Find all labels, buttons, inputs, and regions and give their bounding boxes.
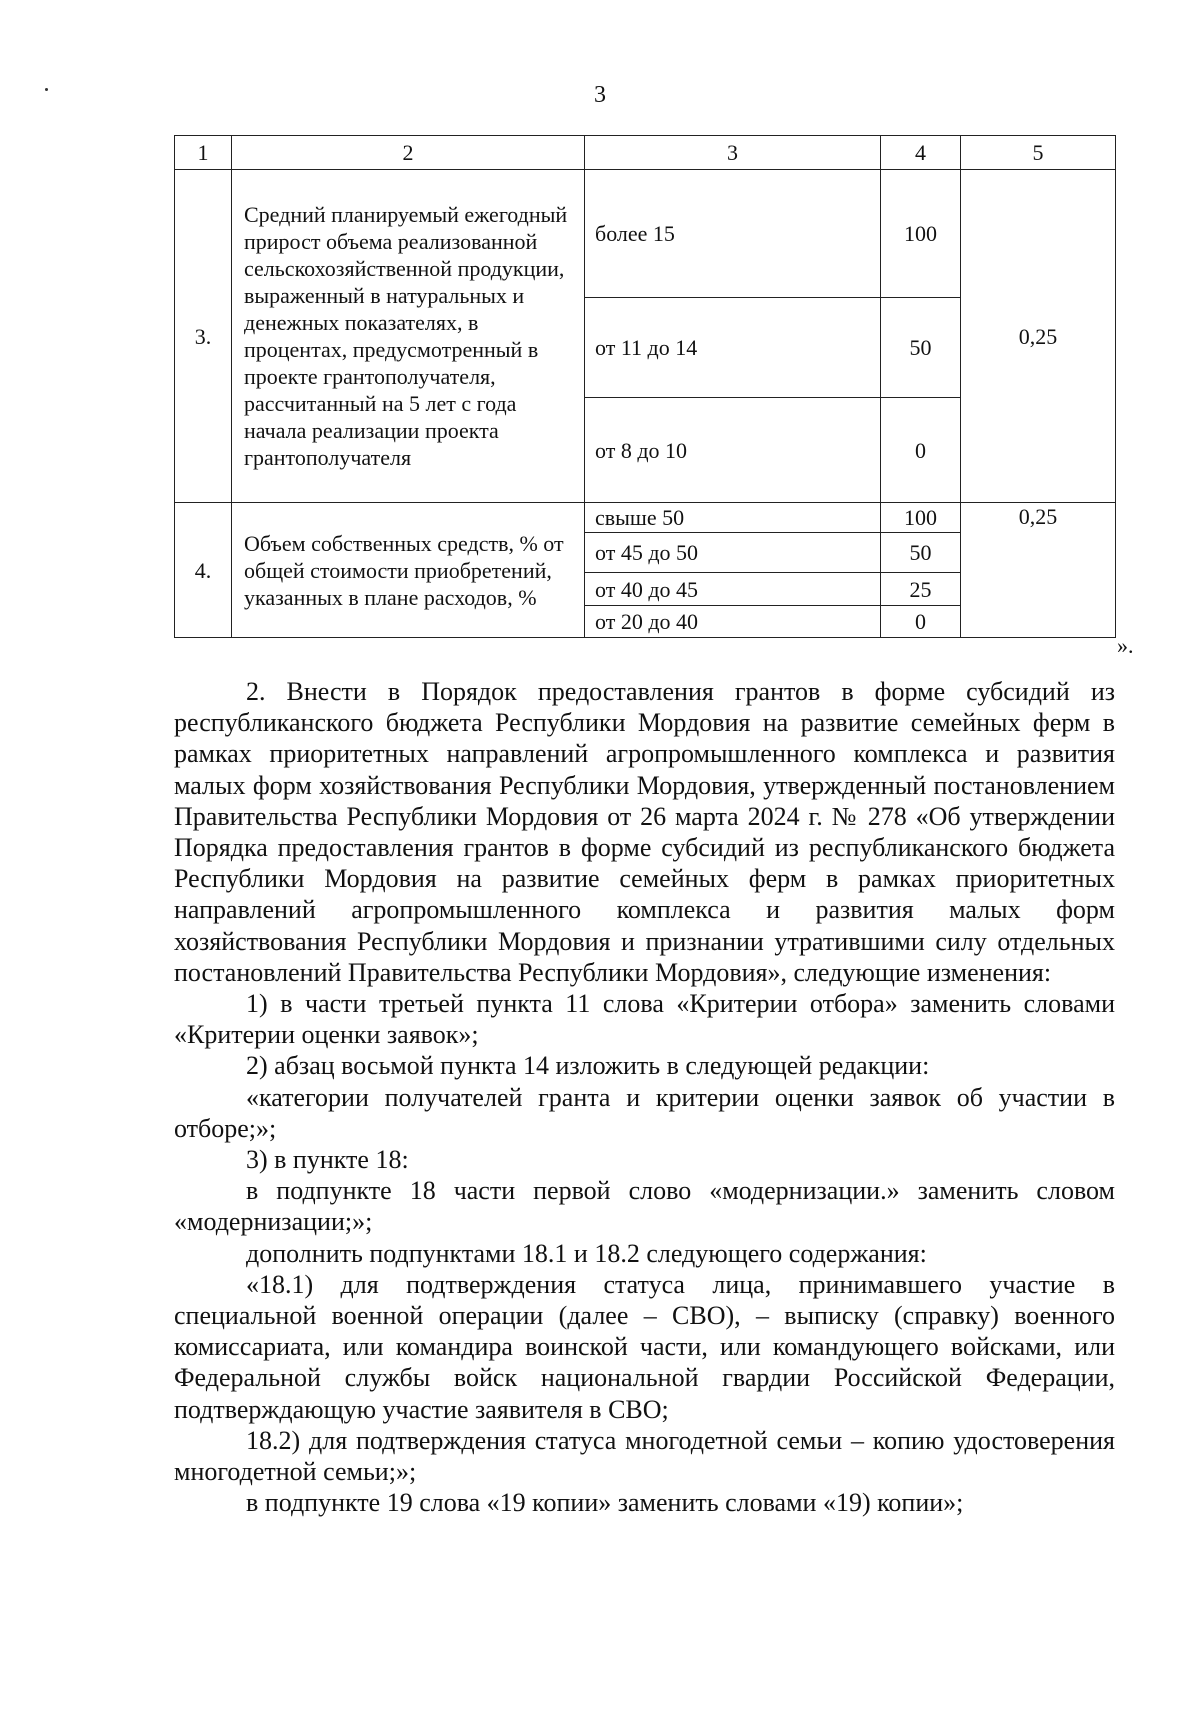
criterion-weight: 0,25 bbox=[961, 503, 1116, 638]
table-row bbox=[175, 503, 1116, 533]
criterion-number: 4. bbox=[175, 503, 232, 638]
criterion-weight: 0,25 bbox=[961, 170, 1116, 503]
criterion-number: 3. bbox=[175, 170, 232, 503]
paragraph: 3) в пункте 18: bbox=[246, 1145, 409, 1175]
table-row bbox=[175, 170, 1116, 298]
column-header: 3 bbox=[585, 136, 881, 170]
criterion-points: 50 bbox=[881, 298, 961, 398]
criterion-points: 0 bbox=[881, 398, 961, 503]
criteria-table bbox=[174, 135, 1116, 638]
criterion-value: от 8 до 10 bbox=[585, 398, 881, 503]
column-header: 4 bbox=[881, 136, 961, 170]
paragraph: 2) абзац восьмой пункта 14 изложить в следующей редакции: bbox=[246, 1051, 930, 1081]
column-header: 2 bbox=[232, 136, 585, 170]
criterion-value: более 15 bbox=[585, 170, 881, 298]
criterion-value: свыше 50 bbox=[585, 503, 881, 533]
column-header: 5 bbox=[961, 136, 1116, 170]
criterion-value: от 11 до 14 bbox=[585, 298, 881, 398]
criterion-value: от 40 до 45 bbox=[585, 573, 881, 606]
page-number: 3 bbox=[594, 82, 606, 108]
criterion-points: 25 bbox=[881, 573, 961, 606]
paragraph: «18.1) для подтверждения статуса лица, принимавшего участие в специальной военной операции (далее – СВО), – выписку (справку) военного комиссариата, или командира воинской части, или командующего войсками, или Федеральной службы войск национальной гвардии Российской Федерации, подтверждающую участие заявителя в СВО; bbox=[174, 1269, 1115, 1424]
criterion-name: Средний планируемый ежегодный прирост объема реализованной сельскохозяйственной продукции, выраженный в натуральных и денежных показателях, в процентах, предусмотренный в проекте грантополучателя, рассчитанный на 5 лет с года начала реализации проекта грантополучателя bbox=[232, 170, 585, 503]
paragraph: «категории получателей гранта и критерии оценки заявок об участии в отборе;»; bbox=[174, 1082, 1115, 1143]
criterion-value: от 45 до 50 bbox=[585, 533, 881, 573]
column-header: 1 bbox=[175, 136, 232, 170]
criterion-points: 100 bbox=[881, 170, 961, 298]
paragraph: 2. Внести в Порядок предоставления грантов в форме субсидий из республиканского бюджета Республики Мордовия на развитие семейных ферм в рамках приоритетных направлений агропромышленного комплекса и развития малых форм хозяйствования Республики Мордовия, утвержденный постановлением Правительства Республики Мордовия от 26 марта 2024 г. № 278 «Об утверждении Порядка предоставления грантов в форме субсидий из республиканского бюджета Республики Мордовия на развитие семейных ферм в рамках приоритетных направлений агропромышленного комплекса и развития малых форм хозяйствования Республики Мордовия и признании утратившими силу отдельных постановлений Правительства Республики Мордовия», следующие изменения: bbox=[174, 677, 1115, 987]
paragraph: 18.2) для подтверждения статуса многодетной семьи – копию удостоверения многодетной семьи;»; bbox=[174, 1425, 1115, 1487]
paragraph: в подпункте 18 части первой слово «модернизации.» заменить словом «модернизации;»; bbox=[174, 1176, 1115, 1237]
paragraph: в подпункте 19 слова «19 копии» заменить словами «19) копии»; bbox=[246, 1488, 964, 1518]
paragraph: дополнить подпунктами 18.1 и 18.2 следующего содержания: bbox=[246, 1238, 927, 1268]
criterion-points: 0 bbox=[881, 606, 961, 638]
table-closing-quote: ». bbox=[1117, 633, 1134, 658]
criterion-name: Объем собственных средств, % от общей стоимости приобретений, указанных в плане расходов, % bbox=[232, 503, 585, 638]
criterion-points: 50 bbox=[881, 533, 961, 573]
criterion-value: от 20 до 40 bbox=[585, 606, 881, 638]
criterion-points: 100 bbox=[881, 503, 961, 533]
paragraph: 1) в части третьей пункта 11 слова «Критерии отбора» заменить словами «Критерии оценки заявок»; bbox=[174, 989, 1115, 1050]
document-body bbox=[174, 676, 1115, 1518]
table-header-row bbox=[175, 136, 1116, 170]
